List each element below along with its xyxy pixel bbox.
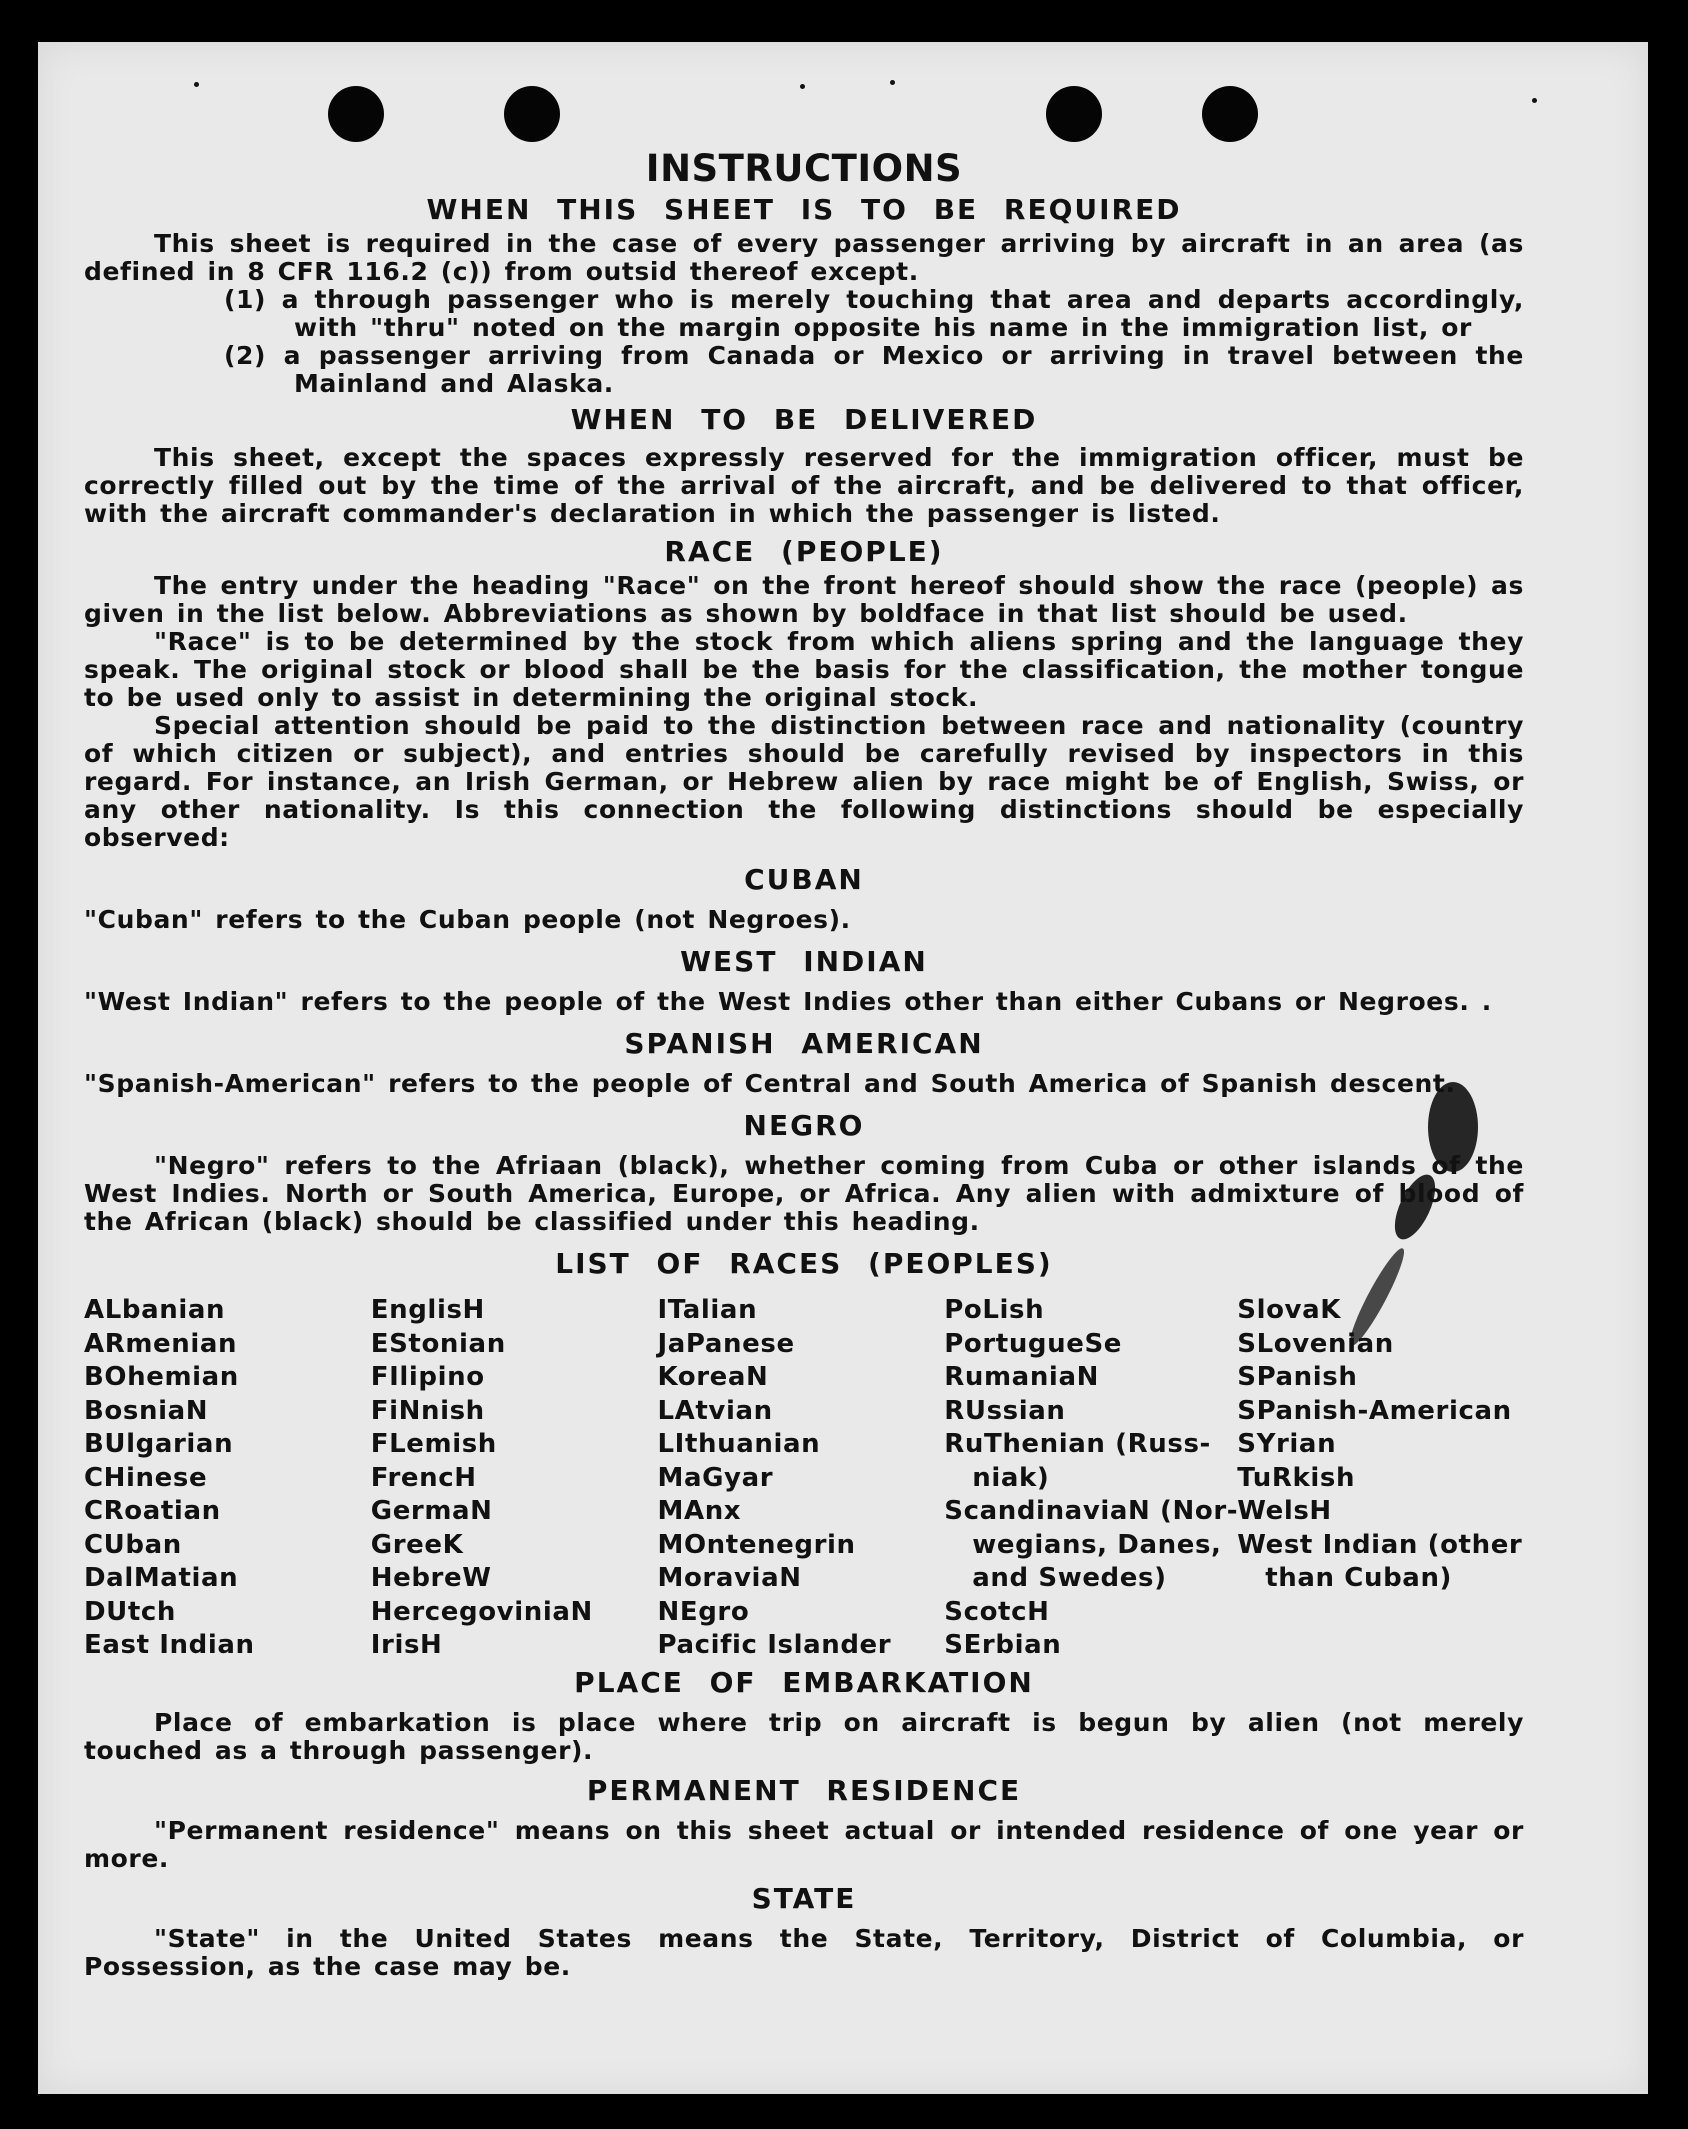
section-heading-west-indian: WEST INDIAN — [680, 945, 928, 978]
paragraph: "State" in the United States means the State, Territory, District of Columbia, or Possession, as the case may be. — [84, 1923, 1524, 1981]
section-heading-list-of-races: LIST OF RACES (PEOPLES) — [555, 1247, 1053, 1280]
race-item: ITalian — [657, 1295, 758, 1325]
page-title: INSTRUCTIONS — [645, 147, 963, 190]
speck — [194, 82, 199, 87]
race-item: ScotcH — [944, 1596, 1050, 1627]
race-item: IrisH — [370, 1630, 443, 1660]
paragraph: "West Indian" refers to the people of the West Indies other than either Cubans or Negroes. . — [84, 987, 1492, 1016]
race-item: CHinese — [84, 1462, 208, 1493]
paragraph: Place of embarkation is place where trip on aircraft is begun by alien (not merely touched as a through passenger). — [84, 1707, 1524, 1765]
race-item: wegians, Danes, — [972, 1529, 1222, 1560]
race-item: BOhemian — [84, 1362, 239, 1392]
race-item: RuThenian (Russ- — [944, 1429, 1211, 1459]
list-item: (1) a through passenger who is merely touching that area and departs accordingly, with "thru" noted on the margin opposite his name in the immigration list, or — [224, 285, 1524, 342]
race-item: KoreaN — [657, 1362, 769, 1392]
race-item: FIlipino — [370, 1362, 485, 1392]
races-column-3 — [658, 1294, 945, 1663]
race-item: RumaniaN — [944, 1362, 1099, 1392]
race-item: DalMatian — [84, 1563, 239, 1593]
race-item: GreeK — [370, 1529, 464, 1560]
race-item: FLemish — [370, 1429, 497, 1459]
race-item: SPanish — [1237, 1362, 1358, 1392]
race-item: LIthuanian — [657, 1429, 821, 1459]
speck — [800, 84, 805, 89]
list-item: (2) a passenger arriving from Canada or Mexico or arriving in travel between the Mainland and Alaska. — [224, 341, 1524, 398]
race-item: PortugueSe — [944, 1328, 1123, 1359]
section-heading-state: STATE — [751, 1881, 857, 1915]
race-item: SLovenian — [1237, 1328, 1394, 1359]
races-column-1 — [84, 1294, 371, 1663]
race-item: FiNnish — [370, 1395, 485, 1426]
race-item: EStonian — [370, 1328, 506, 1359]
race-item: HebreW — [370, 1563, 492, 1593]
paragraph: This sheet is required in the case of every passenger arriving by aircraft in an area (as defined in 8 CFR 116.2 (c)) from outsid thereof except. — [84, 229, 1524, 286]
race-item: Pacific Islander — [657, 1630, 892, 1660]
race-item: BUlgarian — [84, 1429, 234, 1459]
race-item: NEgro — [657, 1596, 750, 1627]
section-heading-race: RACE (PEOPLE) — [664, 535, 944, 568]
race-item: East Indian — [84, 1630, 255, 1660]
race-item: SErbian — [944, 1630, 1062, 1660]
race-item: MaGyar — [657, 1462, 774, 1493]
race-item: CUban — [84, 1529, 182, 1560]
race-item: WelsH — [1237, 1496, 1332, 1526]
section-heading-residence: PERMANENT RESIDENCE — [586, 1773, 1022, 1807]
race-item: DUtch — [84, 1596, 177, 1627]
speck — [890, 80, 895, 85]
paragraph: This sheet, except the spaces expressly reserved for the immigration officer, must be correctly filled out by the time of the arrival of the aircraft, and be delivered to that officer, with the aircraft commander's declaration in which the passenger is listed. — [84, 443, 1524, 528]
paragraph: The entry under the heading "Race" on the front hereof should show the race (people) as given in the list below. Abbreviations as shown by boldface in that list should be used. — [84, 571, 1524, 628]
race-item: TuRkish — [1237, 1462, 1356, 1493]
race-item: than Cuban) — [1265, 1563, 1453, 1593]
paragraph: "Spanish-American" refers to the people of Central and South America of Spanish descent. — [84, 1069, 1456, 1098]
race-item: SlovaK — [1237, 1295, 1341, 1325]
race-item: FrencH — [370, 1462, 477, 1493]
section-heading-negro: NEGRO — [743, 1109, 865, 1142]
race-item: SPanish-American — [1237, 1395, 1512, 1426]
race-item: LAtvian — [657, 1395, 773, 1426]
race-item: ALbanian — [84, 1295, 226, 1325]
race-item: SYrian — [1237, 1429, 1337, 1459]
instructions-content — [84, 102, 1524, 1981]
races-column-2 — [371, 1294, 658, 1663]
races-column-5 — [1237, 1294, 1524, 1663]
race-item: RUssian — [944, 1395, 1066, 1426]
race-item: EnglisH — [370, 1295, 485, 1325]
race-item: BosniaN — [84, 1395, 209, 1426]
race-item: MAnx — [657, 1496, 742, 1526]
race-item: GermaN — [370, 1496, 493, 1526]
race-item: ScandinaviaN (Nor- — [944, 1496, 1239, 1526]
speck — [1532, 98, 1537, 103]
section-heading-delivered: WHEN TO BE DELIVERED — [570, 403, 1038, 436]
race-item: ARmenian — [84, 1328, 238, 1359]
race-item: CRoatian — [84, 1496, 221, 1526]
paragraph: "Cuban" refers to the Cuban people (not Negroes). — [84, 905, 851, 934]
paragraph: "Race" is to be determined by the stock from which aliens spring and the language they speak. The original stock or blood shall be the basis for the classification, the mother tongue to be used only to assist in determining the original stock. — [84, 627, 1524, 712]
paragraph: "Negro" refers to the Afriaan (black), whether coming from Cuba or other islands of the West Indies. North or South America, Europe, or Africa. Any alien with admixture of blood of the African (black) should be classified under this heading. — [84, 1151, 1524, 1236]
race-item: niak) — [972, 1462, 1050, 1493]
races-column-4 — [944, 1294, 1237, 1663]
paragraph: "Permanent residence" means on this sheet actual or intended residence of one year or more. — [84, 1815, 1524, 1873]
race-item: HercegoviniaN — [370, 1596, 593, 1627]
section-heading-embarkation: PLACE OF EMBARKATION — [574, 1665, 1034, 1699]
paragraph: Special attention should be paid to the distinction between race and nationality (country of which citizen or subject), and entries should be carefully revised by inspectors in this regard. For instance, an Irish German, or Hebrew alien by race might be of English, Swiss, or any other nationality. Is this connection the following distinctions should be especially observed: — [84, 711, 1524, 852]
section-heading-spanish-american: SPANISH AMERICAN — [624, 1027, 984, 1060]
section-heading-required: WHEN THIS SHEET IS TO BE REQUIRED — [426, 193, 1182, 226]
section-heading-cuban: CUBAN — [744, 863, 864, 896]
race-item: MOntenegrin — [657, 1529, 856, 1560]
race-item: West Indian (other — [1237, 1529, 1523, 1560]
races-list — [84, 1294, 1524, 1663]
race-item: PoLish — [944, 1295, 1045, 1325]
race-item: JaPanese — [657, 1328, 795, 1359]
race-item: MoraviaN — [657, 1563, 802, 1593]
race-item: and Swedes) — [972, 1563, 1167, 1593]
